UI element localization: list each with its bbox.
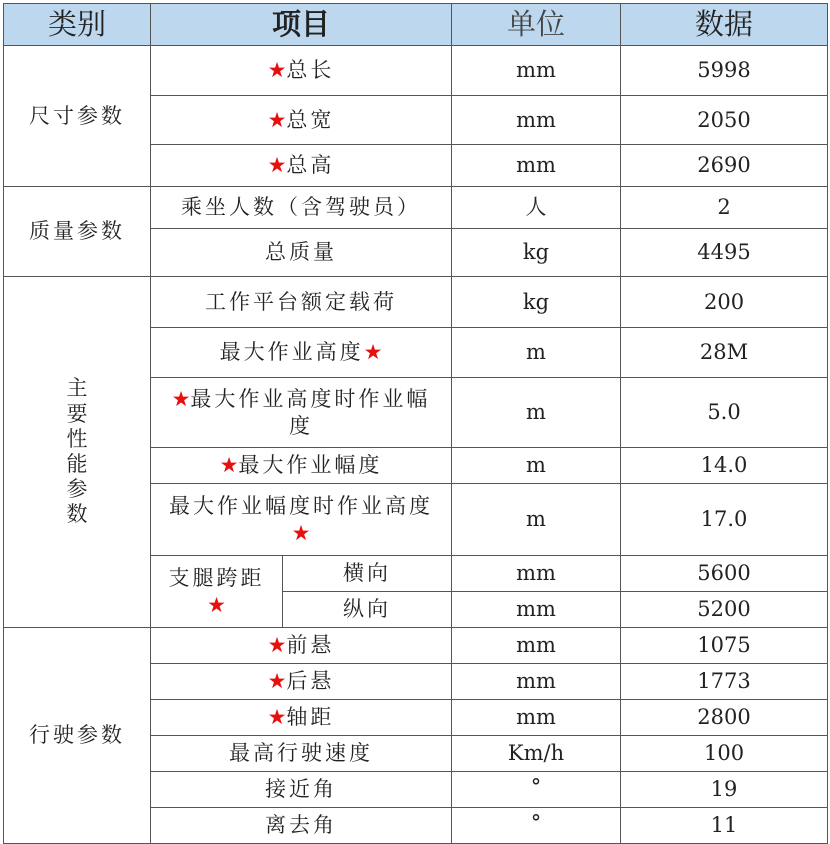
star-icon: ★ (267, 58, 287, 83)
value-cell: 14.0 (621, 448, 828, 484)
unit-cell: mm (452, 664, 621, 700)
item-cell: 接近角 (151, 772, 452, 808)
unit-cell: m (452, 378, 621, 448)
star-icon: ★ (363, 340, 383, 365)
header-item: 项目 (151, 4, 452, 46)
value-cell: 11 (621, 808, 828, 844)
unit-cell: m (452, 328, 621, 378)
unit-cell: mm (452, 46, 621, 96)
value-cell: 5.0 (621, 378, 828, 448)
header-category: 类别 (4, 4, 151, 46)
category-mass: 质量参数 (4, 187, 151, 277)
item-cell: ★前悬 (151, 628, 452, 664)
header-row (4, 4, 828, 46)
header-data: 数据 (621, 4, 828, 46)
value-cell: 1075 (621, 628, 828, 664)
item-cell: 纵向 (283, 592, 452, 628)
unit-cell: 人 (452, 187, 621, 229)
unit-cell: mm (452, 628, 621, 664)
table-row (4, 628, 828, 664)
table-row (4, 46, 828, 96)
unit-cell: mm (452, 592, 621, 628)
item-cell: ★最大作业高度时作业幅度 (151, 378, 452, 448)
category-size: 尺寸参数 (4, 46, 151, 187)
star-icon: ★ (171, 387, 191, 412)
value-cell: 200 (621, 277, 828, 328)
spec-table (3, 3, 828, 844)
star-icon: ★ (267, 633, 287, 658)
item-cell: 乘坐人数（含驾驶员） (151, 187, 452, 229)
value-cell: 2 (621, 187, 828, 229)
item-cell: ★轴距 (151, 700, 452, 736)
item-cell: 最大作业幅度时作业高度★ (151, 484, 452, 556)
value-cell: 4495 (621, 229, 828, 277)
star-icon: ★ (207, 592, 226, 617)
unit-cell: mm (452, 700, 621, 736)
star-icon: ★ (267, 107, 287, 132)
unit-cell: mm (452, 556, 621, 592)
item-cell: ★后悬 (151, 664, 452, 700)
value-cell: 5600 (621, 556, 828, 592)
value-cell: 100 (621, 736, 828, 772)
value-cell: 19 (621, 772, 828, 808)
star-icon: ★ (267, 669, 287, 694)
item-cell: 工作平台额定载荷 (151, 277, 452, 328)
item-cell: 离去角 (151, 808, 452, 844)
value-cell: 28M (621, 328, 828, 378)
table-row (4, 277, 828, 328)
value-cell: 2690 (621, 145, 828, 187)
unit-cell: kg (452, 277, 621, 328)
unit-cell: m (452, 448, 621, 484)
item-cell: ★最大作业幅度 (151, 448, 452, 484)
item-cell: 横向 (283, 556, 452, 592)
value-cell: 1773 (621, 664, 828, 700)
unit-cell: mm (452, 145, 621, 187)
star-icon: ★ (267, 153, 287, 178)
item-cell: ★总宽 (151, 96, 452, 145)
value-cell: 5998 (621, 46, 828, 96)
category-performance: 主要性能参数 (4, 277, 151, 628)
unit-cell: m (452, 484, 621, 556)
unit-cell: kg (452, 229, 621, 277)
item-cell: ★总长 (151, 46, 452, 96)
table-row (4, 187, 828, 229)
item-cell: 总质量 (151, 229, 452, 277)
value-cell: 17.0 (621, 484, 828, 556)
item-cell: 最大作业高度★ (151, 328, 452, 378)
unit-cell: mm (452, 96, 621, 145)
item-cell: ★总高 (151, 145, 452, 187)
unit-cell: ° (452, 772, 621, 808)
category-driving: 行驶参数 (4, 628, 151, 844)
star-icon: ★ (219, 453, 239, 478)
unit-cell: Km/h (452, 736, 621, 772)
outrigger-cell: 支腿跨距 ★ (151, 556, 283, 628)
star-icon: ★ (267, 705, 287, 730)
value-cell: 2800 (621, 700, 828, 736)
value-cell: 2050 (621, 96, 828, 145)
unit-cell: ° (452, 808, 621, 844)
header-unit: 单位 (452, 4, 621, 46)
value-cell: 5200 (621, 592, 828, 628)
item-cell: 最高行驶速度 (151, 736, 452, 772)
star-icon: ★ (291, 520, 311, 545)
